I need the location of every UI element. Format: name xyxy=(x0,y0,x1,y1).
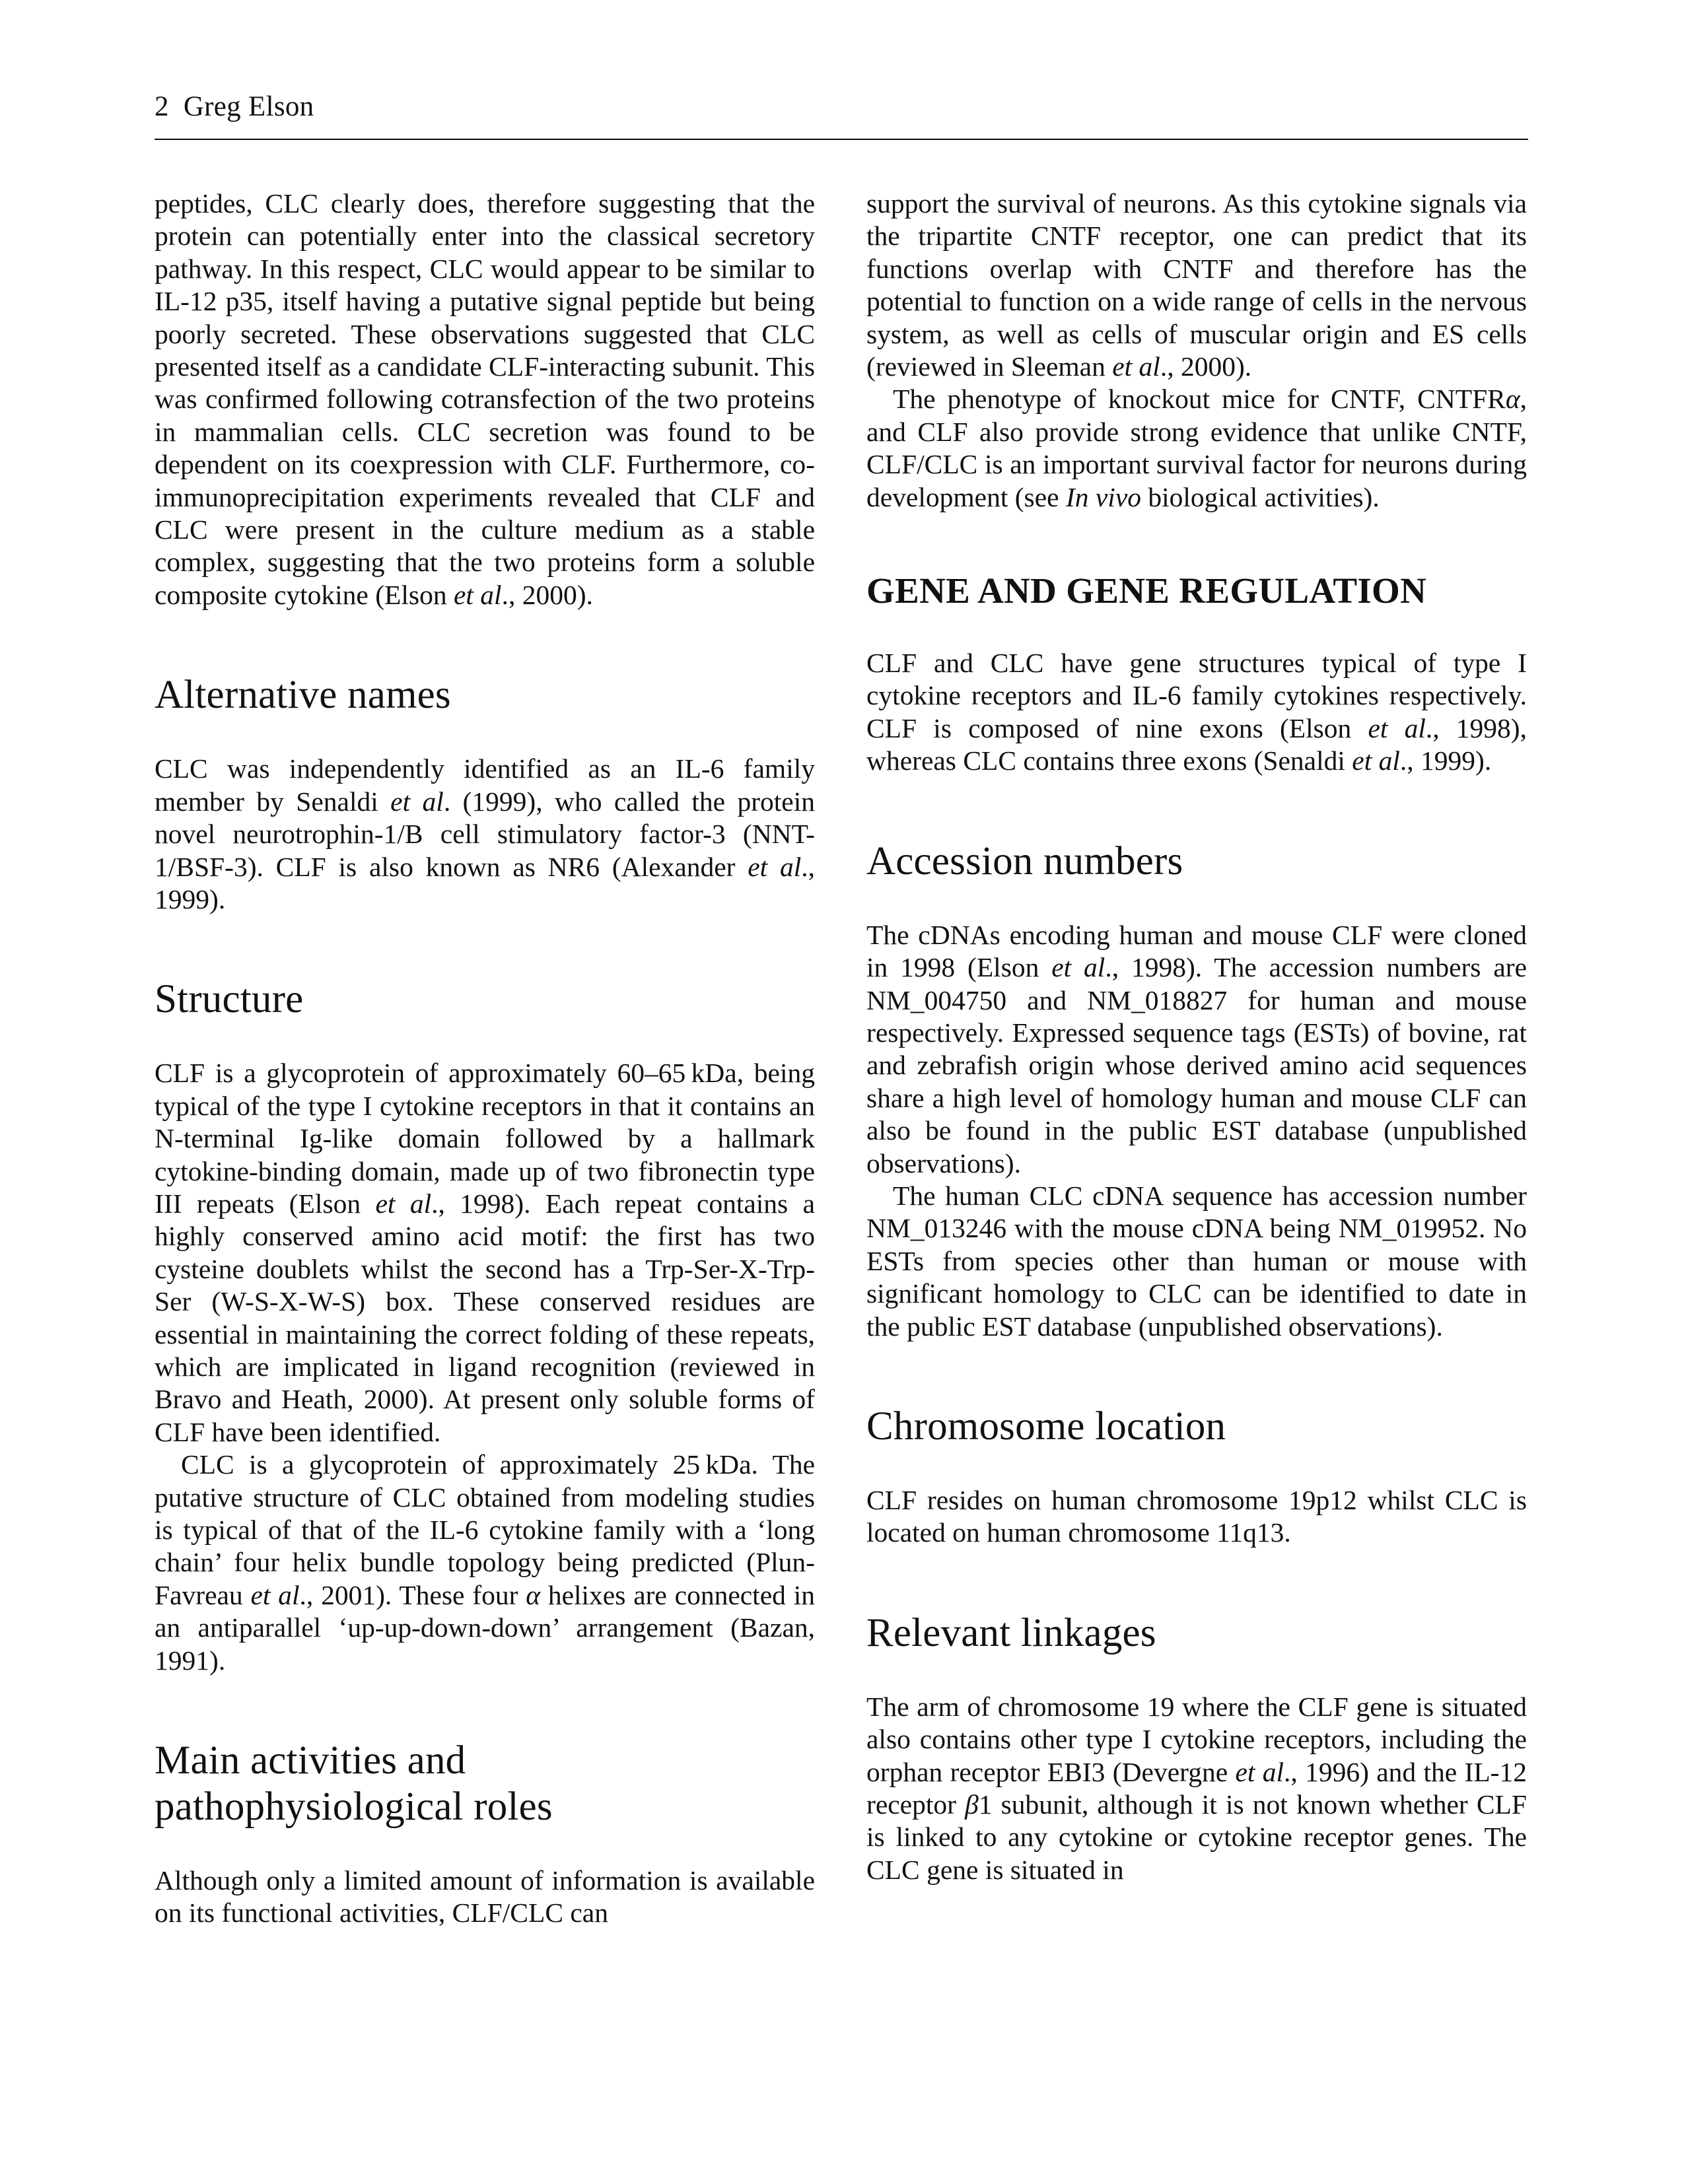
text-run: ., 1999). xyxy=(155,851,815,914)
relevant-linkages-paragraph xyxy=(866,1691,1527,1886)
text-run: biological activities). xyxy=(1141,481,1380,512)
italic-run: et al xyxy=(1112,351,1160,382)
running-head xyxy=(155,90,314,124)
structure-paragraph-2 xyxy=(155,1449,815,1677)
heading-relevant-linkages: Relevant linkages xyxy=(866,1610,1156,1655)
heading-alternative-names: Alternative names xyxy=(155,673,451,718)
running-head-author: Greg Elson xyxy=(183,91,314,122)
text-run: The arm of chromosome 19 where the CLF gene is situated also contains other type I cytokine receptors, including the orphan receptor EBI3 (Devergne xyxy=(866,1691,1527,1787)
header-rule xyxy=(155,139,1528,140)
text-run: ., 1998). The accession numbers are NM_004750 and NM_018827 for human and mouse respectively. Expressed sequence tags (ESTs) of bovine, rat and zebrafish origin whose derived amino acid sequences share a high level of homology human and mouse CLF can also be found in the public EST database (unpublished observations). xyxy=(866,952,1527,1178)
text-run: ., 1998), whereas CLC contains three exons (Senaldi xyxy=(866,712,1527,776)
italic-run: et al xyxy=(375,1188,432,1219)
text-run: The cDNAs encoding human and mouse CLF were cloned in 1998 (Elson xyxy=(866,919,1527,983)
text-run: ., 2000). xyxy=(501,579,593,610)
text-run: CLF and CLC have gene structures typical of type I cytokine receptors and IL-6 family cytokines respectively. CLF is composed of nine exons (Elson xyxy=(866,648,1527,743)
chromosome-location-paragraph: CLF resides on human chromosome 19p12 whilst CLC is located on human chromosome 11q13. xyxy=(866,1484,1527,1548)
text-run: ., 2000). xyxy=(1160,351,1252,382)
italic-run: et al xyxy=(250,1579,300,1610)
accession-paragraph-2: The human CLC cDNA sequence has accession number NM_013246 with the mouse cDNA being NM_019952. No ESTs from species other than human or mouse with significant homology to CLC can be identified to date in the public EST database (unpublished observations). xyxy=(866,1180,1527,1342)
text-run: ., 1996) and the IL-12 receptor xyxy=(866,1756,1527,1820)
text-run: helixes are connected in an antiparallel ‘up-up-down-down’ arrangement (Bazan, 1991). xyxy=(155,1579,815,1676)
left-column xyxy=(155,188,815,1930)
text-run: . (1999), who called the protein novel neurotrophin-1/B cell stimulatory factor-3 (NNT-1/BSF-3). CLF is also known as NR6 (Alexander xyxy=(155,786,816,882)
heading-structure: Structure xyxy=(155,977,304,1022)
beta-symbol: β xyxy=(965,1789,979,1820)
continuation-paragraph-2 xyxy=(866,383,1527,514)
italic-run: et al xyxy=(1368,712,1426,743)
italic-run: et al xyxy=(1051,952,1105,983)
text-run: ., 2001). These four xyxy=(299,1579,526,1610)
heading-gene-and-gene-regulation: GENE AND GENE REGULATION xyxy=(866,570,1427,611)
intro-paragraph xyxy=(155,188,815,611)
text-run: support the survival of neurons. As this cytokine signals via the tripartite CNTF receptor, one can predict that its functions overlap with CNTF and therefore has the potential to function on a wide range of cells in the nervous system, as well as cells of muscular origin and ES cells (reviewed in Sleeman xyxy=(866,188,1527,382)
page-number: 2 xyxy=(155,91,169,122)
text-run: CLC is a glycoprotein of approximately 25 kDa. The putative structure of CLC obtained from modeling studies is typical of that of the IL-6 cytokine family with a ‘long chain’ four helix bundle topology being predicted (Plun-Favreau xyxy=(155,1449,815,1610)
text-run: ., 1999). xyxy=(1399,745,1492,776)
italic-run: et al xyxy=(1352,745,1400,776)
text-run: CLF is a glycoprotein of approximately 60–65 kDa, being typical of the type I cytokine receptors in that it contains an N-terminal Ig-like domain followed by a hallmark cytokine-binding domain, made up of two fibronectin type III repeats (Elson xyxy=(155,1058,815,1219)
text-run: , and CLF also provide strong evidence that unlike CNTF, CLF/CLC is an important survival factor for neurons during development (see xyxy=(866,384,1527,512)
heading-main-activities xyxy=(155,1738,815,1830)
text-run: 1 subunit, although it is not known whether CLF is linked to any cytokine or cytokine receptor genes. The CLC gene is situated in xyxy=(866,1789,1527,1885)
right-column xyxy=(866,188,1527,1886)
text-run: ., 1998). Each repeat contains a highly conserved amino acid motif: the first has two cysteine doublets whilst the second has a Trp-Ser-X-Trp-Ser (W-S-X-W-S) box. These conserved residues are essential in maintaining the correct folding of these repeats, which are implicated in ligand recognition (reviewed in Bravo and Heath, 2000). At present only soluble forms of CLF have been identified. xyxy=(155,1188,815,1447)
alpha-symbol: α xyxy=(1505,384,1520,415)
heading-chromosome-location: Chromosome location xyxy=(866,1404,1226,1449)
continuation-paragraph-1 xyxy=(866,188,1527,383)
alternative-names-paragraph xyxy=(155,753,815,916)
text-run: The phenotype of knockout mice for CNTF, CNTFR xyxy=(893,384,1506,415)
italic-run: et al xyxy=(390,786,444,817)
heading-accession-numbers: Accession numbers xyxy=(866,838,1183,883)
gene-regulation-paragraph xyxy=(866,647,1527,778)
structure-paragraph-1 xyxy=(155,1057,815,1449)
heading-line: pathophysiological roles xyxy=(155,1785,553,1829)
text-run: peptides, CLC clearly does, therefore suggesting that the protein can potentially enter into the classical secretory pathway. In this respect, CLC would appear to be similar to IL-12 p35, itself having a putative signal peptide but being poorly secreted. These observations suggested that CLC presented itself as a candidate CLF-interacting subunit. This was confirmed following cotransfection of the two proteins in mammalian cells. CLC secretion was found to be dependent on its coexpression with CLF. Furthermore, co-immunoprecipitation experiments revealed that CLF and CLC were present in the culture medium as a stable complex, suggesting that the two proteins form a soluble composite cytokine (Elson xyxy=(155,188,815,610)
italic-run: et al xyxy=(453,579,502,610)
main-activities-paragraph: Although only a limited amount of information is available on its functional activities, CLF/CLC can xyxy=(155,1865,815,1928)
accession-paragraph-1 xyxy=(866,919,1527,1180)
italic-run: et al xyxy=(748,851,802,882)
heading-line: Main activities and xyxy=(155,1738,466,1783)
italic-run: et al xyxy=(1235,1756,1284,1787)
text-run: CLC was independently identified as an IL-6 family member by Senaldi xyxy=(155,753,815,817)
alpha-symbol: α xyxy=(526,1579,541,1610)
italic-run: In vivo xyxy=(1065,481,1141,512)
